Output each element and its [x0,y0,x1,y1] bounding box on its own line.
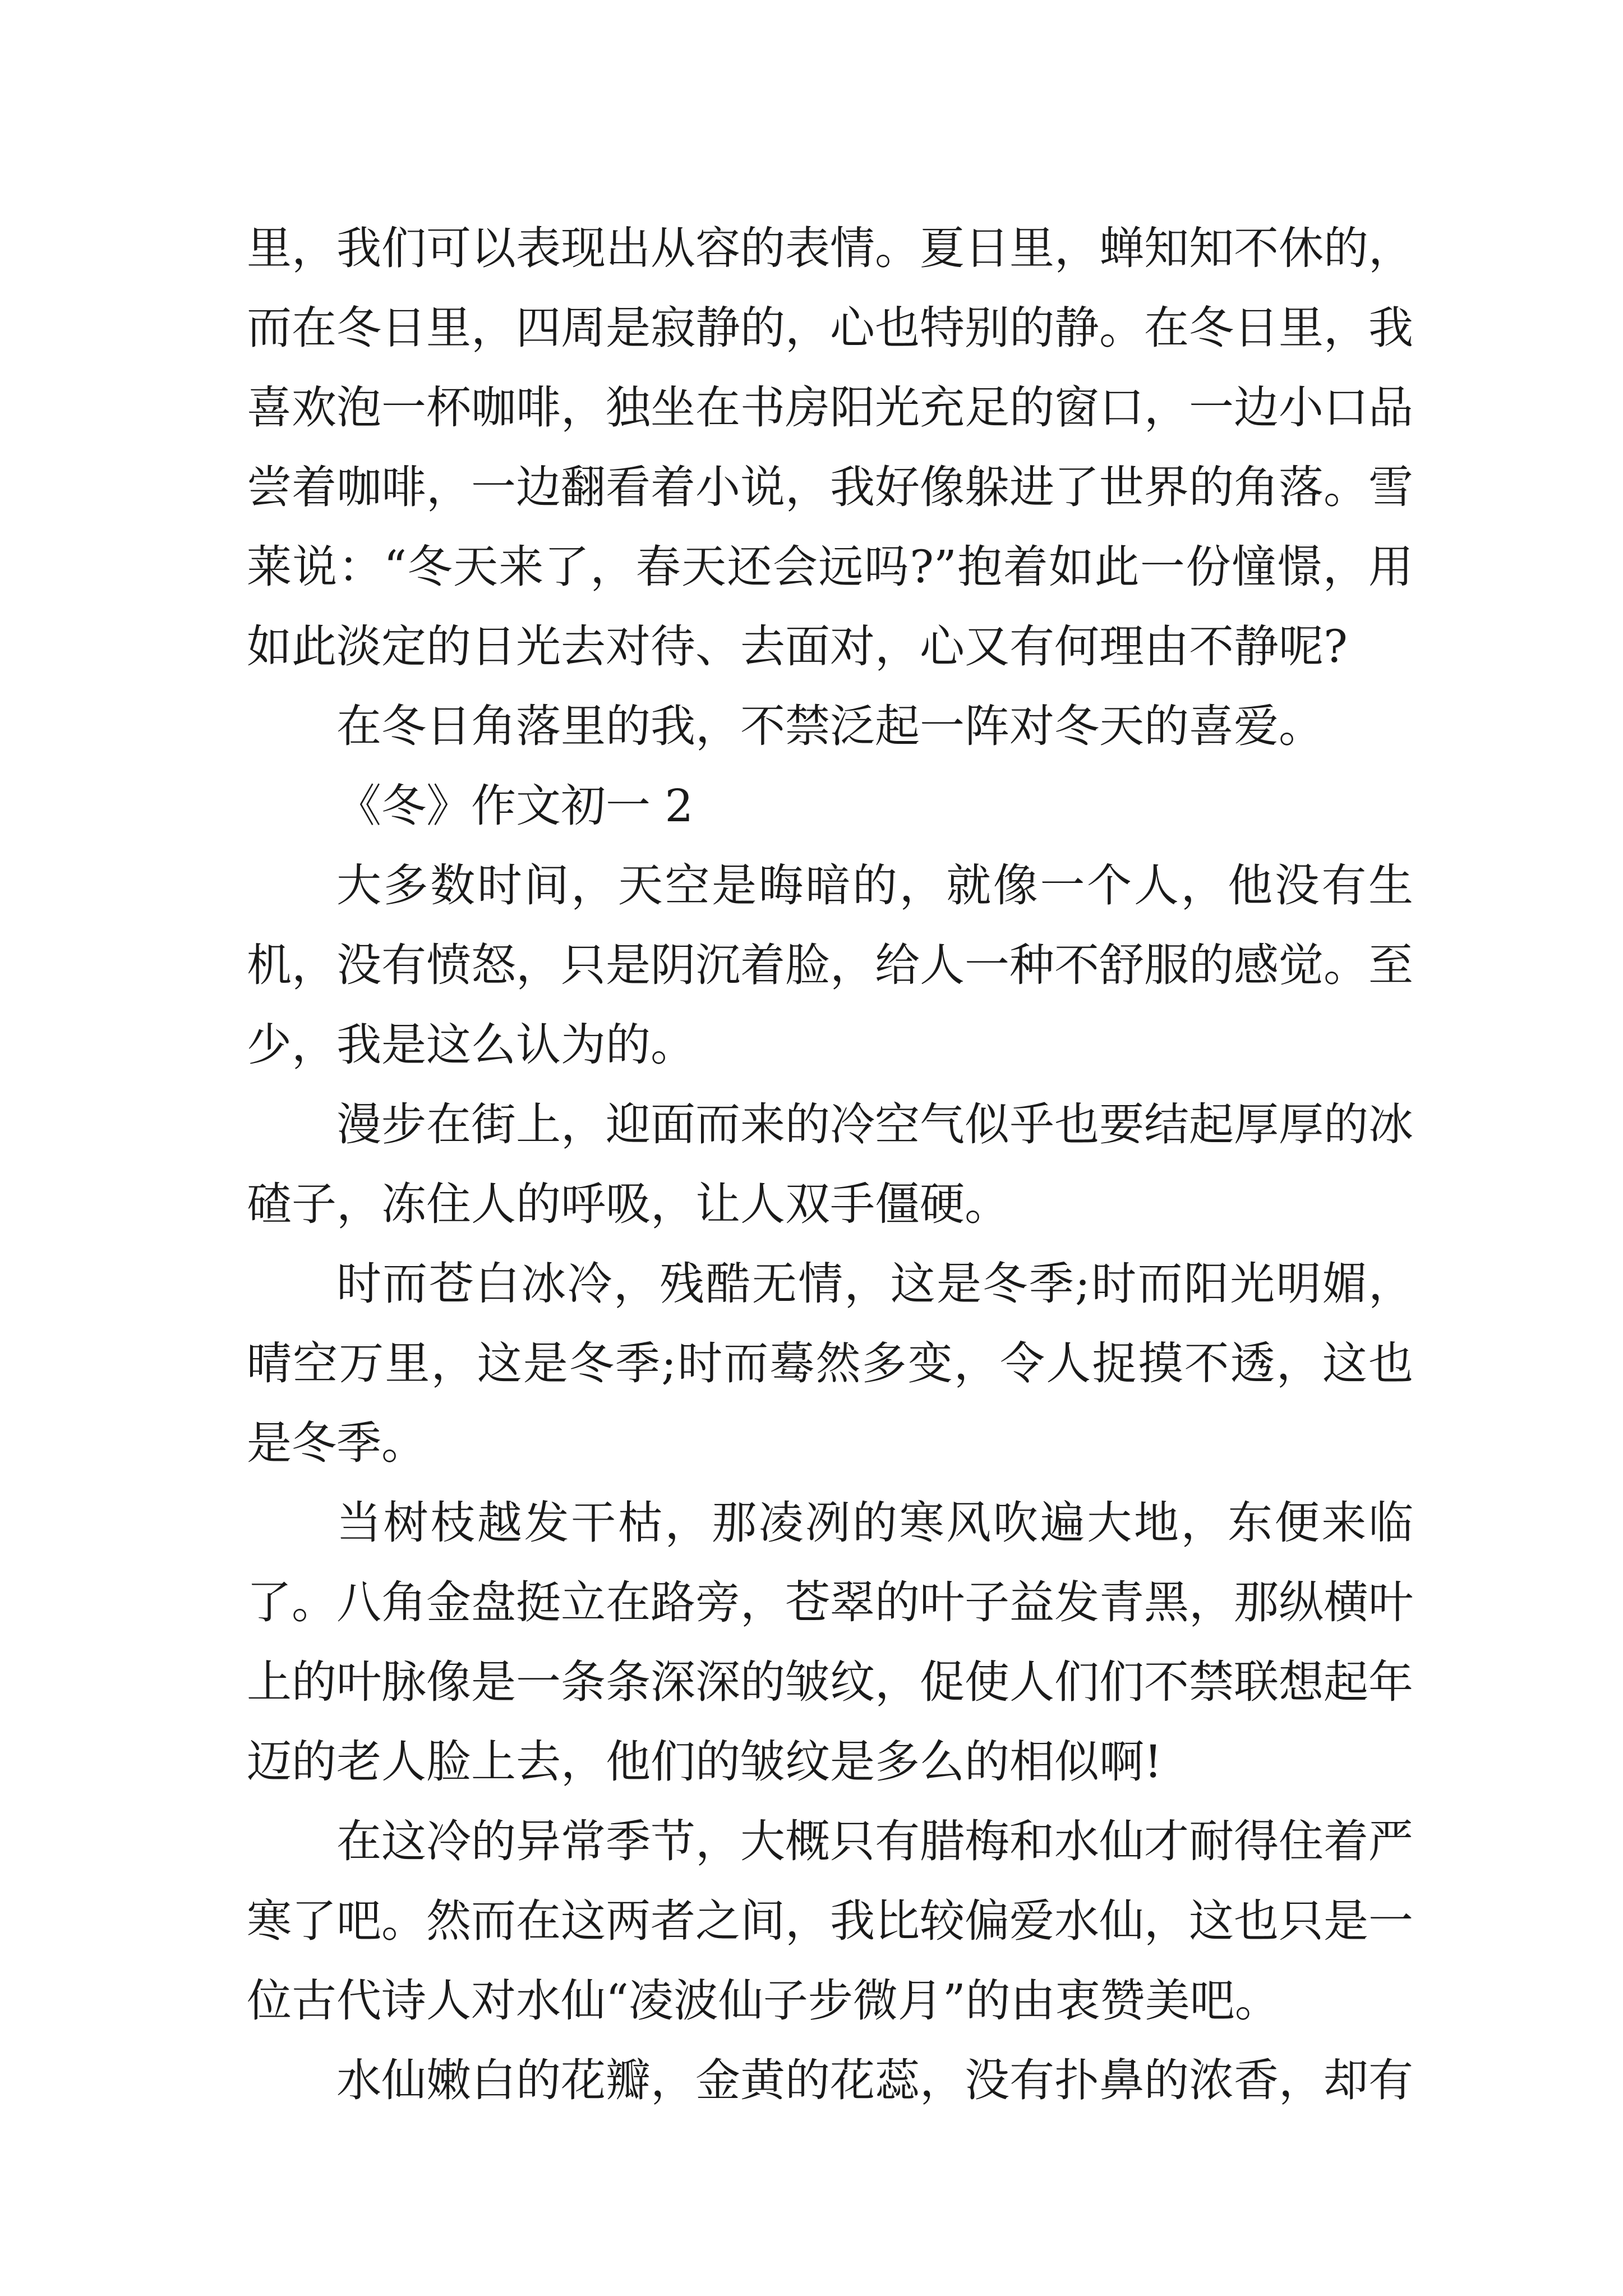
section-heading: 《冬》作文初一 2 [336,780,694,832]
paragraph-4: 漫步在街上，迎面而来的冷空气似乎也要结起厚厚的冰碴子，冻住人的呼吸，让人双手僵硬。 [247,1098,1413,1230]
paragraph-2: 在冬日角落里的我，不禁泛起一阵对冬天的喜爱。 [336,700,1324,752]
paragraph-7: 在这冷的异常季节，大概只有腊梅和水仙才耐得住着严寒了吧。然而在这两者之间，我比较偏爱水仙，这也只是一位古代诗人对水仙“凌波仙子步微月”的由衷赞美吧。 [247,1815,1413,2027]
paragraph-6: 当树枝越发干枯，那凌冽的寒风吹遍大地，东便来临了。八角金盘挺立在路旁，苍翠的叶子益发青黑，那纵横叶上的叶脉像是一条条深深的皱纹，促使人们们不禁联想起年迈的老人脸上去，他们的皱纹是多么的相似啊! [247,1497,1413,1788]
paragraph-1: 里，我们可以表现出从容的表情。夏日里，蝉知知不休的，而在冬日里，四周是寂静的，心也特别的静。在冬日里，我喜欢泡一杯咖啡，独坐在书房阳光充足的窗口，一边小口品尝着咖啡，一边翻看着小说，我好像躲进了世界的角落。雪莱说：“冬天来了，春天还会远吗?”抱着如此一份憧憬，用如此淡定的日光去对待、去面对，心又有何理由不静呢? [247,222,1413,673]
paragraph-5: 时而苍白冰冷，残酷无情，这是冬季;时而阳光明媚，晴空万里，这是冬季;时而蓦然多变，令人捉摸不透，这也是冬季。 [247,1258,1413,1469]
paragraph-8: 水仙嫩白的花瓣，金黄的花蕊，没有扑鼻的浓香，却有 [336,2054,1413,2106]
paragraph-3: 大多数时间，天空是晦暗的，就像一个人，他没有生机，没有愤怒，只是阴沉着脸，给人一种不舒服的感觉。至少，我是这么认为的。 [247,859,1413,1071]
document-body [247,209,1413,2120]
